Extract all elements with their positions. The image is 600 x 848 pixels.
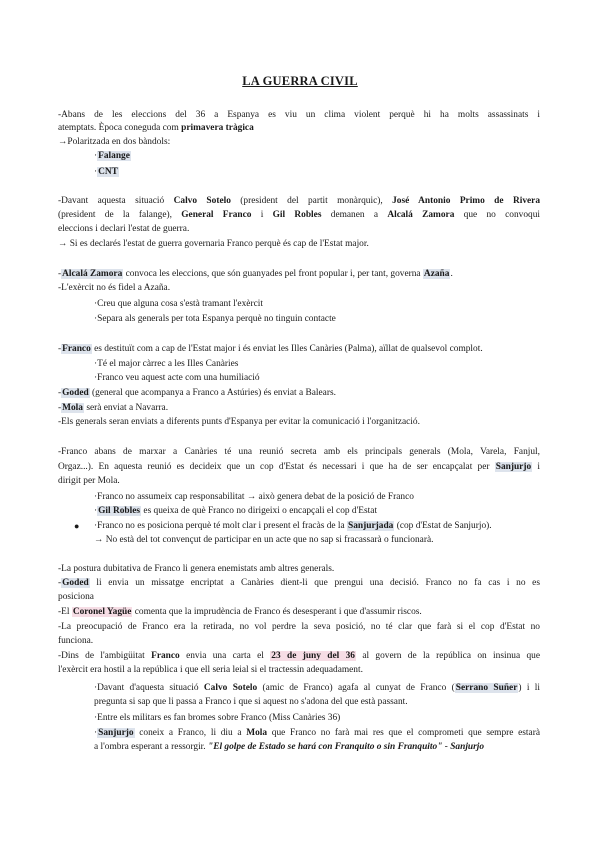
- paragraph-line: →Polaritzada en dos bàndols:: [58, 137, 171, 147]
- paragraph-line: eleccions i declari l'estat de guerra.: [58, 224, 190, 234]
- paragraph-line: -Franco abans de marxar a Canàries té una reunió secreta amb els principals generals (Mola, Varela, Fanjul,: [58, 447, 540, 457]
- list-item: ·Gil Robles es queixa de què Franco no dirigeixi o encapçali el cop d'Estat: [94, 506, 378, 516]
- sanjurjo-quote: "El golpe de Estado se hará con Franquito o sin Franquito" - Sanjurjo: [207, 742, 485, 752]
- paragraph-line: -L'exèrcit no és fidel a Azaña.: [58, 283, 171, 293]
- paragraph-line: -El Coronel Yagüe comenta que la imprudència de Franco és desesperant i que d'assumir riscos.: [58, 607, 422, 617]
- paragraph-line: (president de la falange), General Franco i Gil Robles demanen a Alcalá Zamora que no convoqui: [58, 210, 541, 220]
- paragraph-line: -Davant aquesta situació Calvo Sotelo (president del partit monàrquic), José Antonio Primo de Rivera: [58, 196, 541, 206]
- bullet-icon: ●: [74, 521, 80, 531]
- list-item: ·Té el major càrrec a les Illes Canàries: [94, 359, 239, 369]
- term-cnt: CNT: [98, 167, 118, 177]
- list-item: pregunta si sap que li passa a Franco i que si aquest no s'adona del que està passant.: [94, 697, 408, 707]
- paragraph-line: -La postura dubitativa de Franco li genera enemistats amb altres generals.: [58, 564, 335, 574]
- list-item: a l'ombra esperant a ressorgir. "El golpe de Estado se hará con Franquito o sin Franquito" - Sanjurjo: [94, 742, 485, 752]
- paragraph-line: -Els generals seran enviats a diferents punts d'Espanya per evitar la comunicació i l'organització.: [58, 417, 420, 427]
- list-item: ·Falange: [94, 151, 130, 161]
- paragraph-line: → Si es declarés l'estat de guerra governaria Franco perquè és cap de l'Estat major.: [58, 239, 369, 249]
- list-item: ·Davant d'aquesta situació Calvo Sotelo (amic de Franco) agafa al cunyat de Franco (Serrano Suñer) i li: [94, 683, 541, 693]
- list-item: ·Separa als generals per tota Espanya perquè no tinguin contacte: [94, 314, 336, 324]
- list-item: ·Creu que alguna cosa s'està tramant l'exèrcit: [94, 299, 263, 309]
- list-item: ·Franco veu aquest acte com una humiliació: [94, 373, 260, 383]
- list-item: ·Sanjurjo coneix a Franco, li diu a Mola que Franco no farà mai res que el comprometi que sempre estarà: [94, 728, 540, 738]
- term-falange: Falange: [98, 151, 130, 161]
- paragraph-line: l'exèrcit era hostil a la república i que ell seria leial si el tractessin adequadament.: [58, 665, 363, 675]
- paragraph-line: funciona.: [58, 636, 94, 646]
- list-item: → No està del tot convençut de participar en un acte que no sap si fracassarà o funcionarà.: [94, 535, 434, 545]
- paragraph-line: -Abans de les eleccions del 36 a Espanya es viu un clima violent perquè hi ha molts assassinats i: [58, 110, 540, 120]
- list-item: ·CNT: [94, 167, 118, 177]
- term-primavera-tragica: primavera tràgica: [181, 123, 254, 133]
- paragraph-line: -Goded (general que acompanya a Franco a Astúries) és enviat a Balears.: [58, 388, 336, 398]
- document-title: LA GUERRA CIVIL: [242, 74, 358, 88]
- paragraph-line: -Alcalá Zamora convoca les eleccions, que són guanyades pel front popular i, per tant, governa Azaña.: [58, 269, 453, 279]
- paragraph-line: -Goded li envia un missatge encriptat a Canàries dient-li que prengui una decisió. Franco no fa cas i no es: [58, 578, 540, 588]
- paragraph-line: -Mola serà enviat a Navarra.: [58, 403, 169, 413]
- paragraph-line: -Dins de l'ambigüitat Franco envia una carta el 23 de juny del 36 al govern de la república on insinua que: [58, 651, 540, 661]
- paragraph-line: atemptats. Època coneguda com primavera tràgica: [58, 123, 254, 133]
- paragraph-line: Orgaz...). En aquesta reunió es decideix que un cop d'Estat és necessari i que ha de ser encapçalat per Sanjurjo i: [58, 462, 540, 472]
- paragraph-line: -La preocupació de Franco era la retirada, no vol perdre la seva posició, no té clar que farà si el cop d'Estat no: [58, 622, 540, 632]
- paragraph-line: posiciona: [58, 592, 94, 602]
- list-item: ·Franco no assumeix cap responsabilitat → això genera debat de la posició de Franco: [94, 492, 414, 502]
- paragraph-line: dirigit per Mola.: [58, 476, 120, 486]
- list-item: ·Franco no es posiciona perquè té molt clar i present el fracàs de la Sanjurjada (cop d'Estat de Sanjurjo).: [94, 521, 492, 531]
- paragraph-line: -Franco es destituït com a cap de l'Estat major i és enviat les Illes Canàries (Palma), aïllat de qualsevol complot.: [58, 344, 483, 354]
- list-item: ·Entre els militars es fan bromes sobre Franco (Miss Canàries 36): [94, 713, 341, 723]
